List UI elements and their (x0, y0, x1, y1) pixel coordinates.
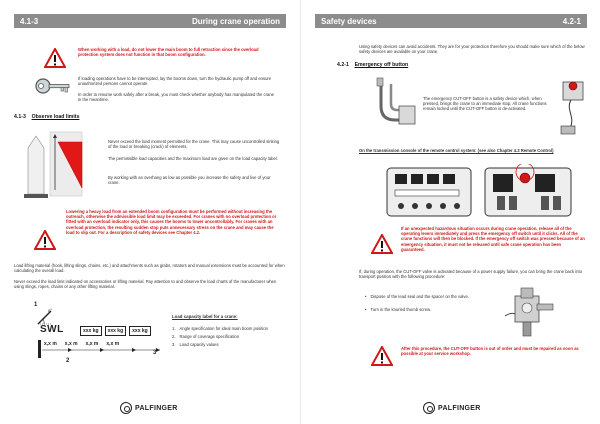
warning-triangle-icon (371, 234, 393, 254)
section-heading-load-limits (14, 114, 79, 120)
range-label: x,x m (106, 341, 120, 347)
remote-control-console (385, 164, 575, 224)
section-number: 4.1-3 (14, 114, 26, 120)
swl-label: SWL (40, 324, 64, 335)
procedure-list (365, 294, 485, 312)
cutoff-valve-illustration (371, 76, 421, 126)
range-label: x,x m (64, 341, 78, 347)
section-number: 4.2-1 (337, 62, 349, 68)
load-text-2: The permissible load capacities and the maximum load are given on the load capacity label. (108, 156, 278, 161)
list-item: 2. Range of coverage specification (172, 334, 240, 340)
valve-screw-illustration (501, 286, 561, 342)
label-list-title: Load capacity label for a crane: (172, 314, 238, 319)
warning-text-2: Lowering a heavy load from an extended boom configuration must be performed without increasing the outreach, otherwise the admissible load limit may be exceeded. For cranes with no overload protection or fitted with an overload indicator only, this causes the booms to lower uncontrollably. For cranes with an overload protection, the resulting sudden stop puts unnecessary stress on the crane and may cause the load to slip out. For a description of safety devices see Chapter 4.2. (66, 209, 277, 235)
angle-mark: x° (48, 308, 53, 313)
kg-box: xxx kg (105, 326, 127, 336)
kg-box-row (80, 326, 151, 336)
body-text: If, during operation, the CUT-OFF valve is activated because of a power supply failure, you can bring the crane back into transport position with the following procedure: (359, 269, 582, 280)
cutoff-text: The emergency CUT-OFF button is a safety device which, when pressed, brings the crane to an immediate stop. All crane functions remain locked until the CUT-OFF button is de-activated. (423, 96, 547, 112)
palfinger-logo-icon (423, 402, 435, 414)
load-text-1: Never exceed the load moment permitted for the crane. This may cause uncontrolled sinking of the load or breaking (crack) of elements. (108, 139, 280, 150)
callout-2: 2 (66, 358, 70, 364)
callout-3: 3 (153, 350, 157, 356)
load-text-3: By working with an overhang as low as possible you increase the safety and live of your crane. (108, 175, 271, 186)
logo-text: PALFINGER (135, 404, 178, 412)
palfinger-logo-icon (120, 402, 132, 414)
range-arrows (40, 346, 162, 354)
right-header-bar (315, 14, 587, 28)
callout-1: 1 (34, 302, 38, 308)
list-item: 1. Angle specification for ideal main boom position (172, 326, 268, 331)
body-text-1: Load lifting material (hook, lifting slings, chains, etc.) and attachments such as grabs, rotators and manual extensions must be accounted for when calculating the overall load. (14, 263, 285, 274)
body-text-2: Never exceed the load limit indicated on accessories or lifting material. Pay attention to and observe the load charts of the manufacturer when using slings, ropes, chains or any other lifting material. (14, 279, 277, 290)
range-label: x,x m (44, 341, 57, 347)
emergency-button-module (553, 78, 589, 138)
right-header-title: Safety devices (321, 16, 377, 26)
list-item: 3. Load capacity values (172, 342, 219, 348)
kg-box: xxx kg (129, 326, 151, 336)
warning-triangle-icon (371, 346, 393, 366)
right-page (300, 0, 600, 424)
section-title: Emergency off button (354, 62, 409, 68)
warning-text-1: When working with a load, do not lower the main boom to full retraction since the overload protection system does not function in that boom configuration. (78, 47, 259, 58)
left-header-title: During crane operation (191, 16, 280, 26)
logo-text: PALFINGER (438, 404, 481, 412)
left-header-bar (14, 14, 286, 28)
section-heading-emergency (337, 62, 408, 68)
palfinger-logo (120, 402, 178, 414)
warning-triangle-icon (44, 48, 66, 68)
load-moment-diagram (22, 128, 86, 200)
list-item: • Turn in the knurled thumb screw. (365, 307, 432, 313)
label-post (38, 340, 41, 358)
key-icon (34, 76, 72, 96)
warning-text: If an unexpected hazardous situation occurs during crane operation, release all of the operating levers immediately and press the emergency off switch until it clicks. All of the crane functions will then be blocked. If the emergency off switch was pressed because of an emergency situation, it must not be released until safe crane operation has been guaranteed. (401, 226, 585, 252)
palfinger-logo (423, 402, 481, 414)
key-text-2: In order to resume work safely after a break, you must check whether anybody has manipulated the crane in the meantime. (78, 92, 274, 103)
left-header-section: 4.1-3 (20, 16, 39, 26)
list-item: • Dispose of the lead seal and the spacer on the valve. (365, 294, 469, 299)
warning-triangle-icon (34, 230, 56, 250)
label-list (172, 326, 288, 348)
key-text-1: If loading operations have to be interrupted, lay the booms down, turn the hydraulic pump off and ensure unauthorized persons cannot operate. (78, 76, 272, 87)
range-label: x,x m (85, 341, 99, 347)
kg-box: xxx kg (80, 326, 102, 336)
warning-text-2: After this procedure, the CUT-OFF button is out of order and must be repaired as soon as possible at your service workshop. (401, 346, 579, 357)
console-caption: On the transmission console of the remote control system: (see also Chapter 4.3 Remote Control) (359, 148, 554, 153)
intro-text: Using safety devices can avoid accidents. They are for your protection therefore you should make sure which of the below safety devices are available on your crane. (359, 44, 585, 55)
section-title: Observe load limits (31, 114, 80, 120)
right-header-section: 4.2-1 (562, 16, 581, 26)
